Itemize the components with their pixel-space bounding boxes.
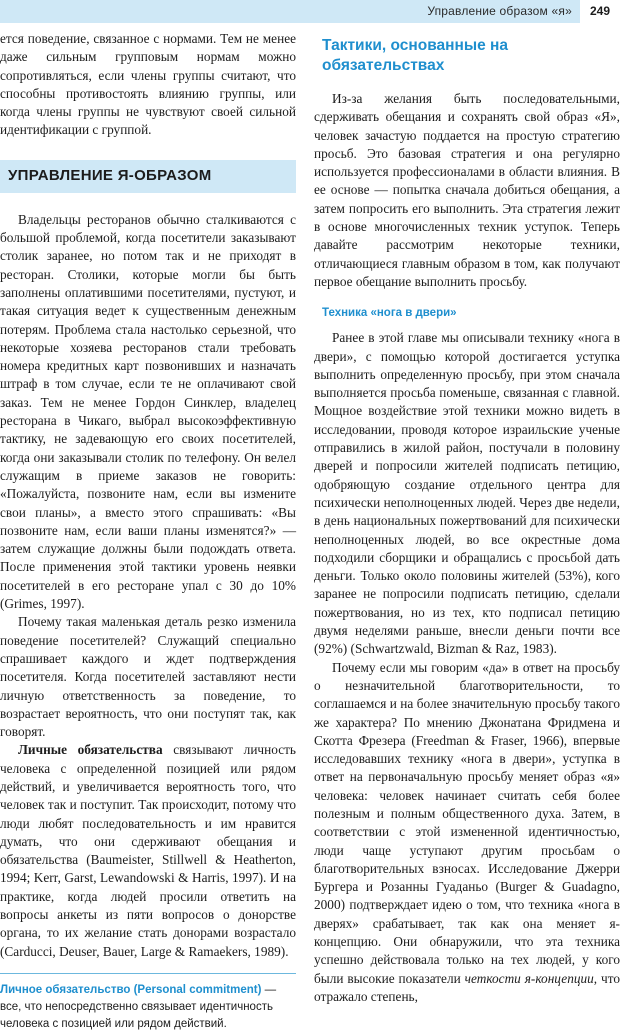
glossary-term: Личное обязательство (Personal commitment)	[0, 983, 262, 996]
left-column	[0, 30, 296, 1033]
paragraph-why-yes-text: Почему если мы говорим «да» в ответ на просьбу о незначительной благотворительности, то соглашаемся и на более значительную просьбу такого же характера? По мнению Джонатана Фридмена и Скотта Фрезера (Freedman & Fraser, 1966), впервые исследовавших технику «нога в двери», уступка в ответ на первоначальную просьбу меняет образ «я» человека: человек начинает считать себя более полезным и полным общественного духа. Затем, в соответствии с этой измененной идентичностью, люди чаще уступают другим просьбам о благотворительных взносах. Исследование Джерри Бургера и Розанны Гуаданьо (Burger & Guadagno, 2000) подтверждает идею о том, что техника «нога в дверях» срабатывает, так как она меняет я-концепцию. Они обнаружили, что эта техника успешно действовала только на тех людей, у кого были высокие показатели	[314, 659, 620, 986]
technique-heading: Техника «нога в двери»	[322, 307, 457, 320]
paragraph-why-yes-end: , что отражало степень,	[314, 970, 620, 1004]
glossary-note	[0, 982, 296, 1033]
paragraph-continued: ется поведение, связанное с нормами. Тем не менее даже сильным групповым нормам можно сопротивляться, если члены группы считают, что способны противостоять влиянию группы, или когда члены группы не чувствуют своей сильной идентификации с группой.	[0, 31, 296, 138]
section-title: УПРАВЛЕНИЕ Я-ОБРАЗОМ	[8, 166, 212, 184]
paragraph-why-yes	[314, 659, 620, 1007]
paragraph-personal-commitments-text: связывают личность человека с определенной позицией или рядом действий, и увеличивается вероятность того, что человек так и поступит. Так происходит, потому что люди любят последовательность и им нравится думать, что они сдерживают обещания и обязательства (Baumeister, Stillwell & Heatherton, 1994; Kerr, Garst, Lewandowski & Harris, 1997). И на практике, когда людей просили ответить на вопросы анкеты из пяти вопросов о донорстве органа, то их желание стать донорами возрастало (Carducci, Deuser, Bauer, Large & Ramaekers, 1989).	[0, 742, 296, 959]
paragraph-foot-in-door: Ранее в этой главе мы описывали технику «нога в двери», с помощью которой достигается уступка выполнить определенную просьбу, при этом сначала выполняется просьба поменьше, связанная с главной. Мощное воздействие этой техники можно видеть в исследовании, проводя которое израильские ученые отправились в жилой район, постучали в половину дверей и попросили жителей подписать петицию, одобряющую создание отдельного центра для психически неполноценных людей. Через две недели, в день национальных пожертвований для психически неполноценных людей, во все окрестные дома подходили сборщики и обращались с просьбой дать деньги. Только около половины жителей (53%), кого заранее не попросили подписать петицию, сделали пожертвования, но из тех, кто подписал петицию двумя неделями раньше, внесли деньги почти все (92%) (Schwartzwald, Bizman & Raz, 1983).	[314, 330, 620, 657]
glossary-definition: — все, что непосредственно связывает идентичность человека с позицией или рядом действий.	[0, 983, 277, 1030]
paragraph-personal-commitments	[0, 741, 296, 961]
running-title: Управление образом «я»	[427, 4, 572, 18]
italic-term-clarity: четкости я-концепции	[464, 970, 594, 986]
paragraph-restaurants: Владельцы ресторанов обычно сталкиваются с большой проблемой, когда посетители заказывают столик заранее, но потом так и не приходят в ресторан. Столики, которые могли бы быть заполнены оплатившими посетителями, пустуют, и такая ситуация ведет к существенным денежным потерям. Проблема стала настолько серьезной, что некоторые хозяева ресторанов стали требовать номера кредитных карт позвонивших и назначать штраф в том случае, если те не оплачивают свой заказ. Тем не менее Гордон Синклер, владелец ресторана в Чикаго, выбрал высокоэффективную тактику, не задевающую его своих посетителей, когда они заказывали столик по телефону. Он велел служащим в приеме заказов не говорить: «Пожалуйста, позвоните нам, если вы измените свои планы», а вместо этого спрашивать: «Вы позвоните нам, если ваши планы изменятся?» — затем служащие должны были подождать ответа. После применения этой тактики уровень неявки посетителей в его ресторане упал с 30 до 10% (Grimes, 1997).	[0, 211, 296, 612]
paragraph-why-detail: Почему такая маленькая деталь резко изменила поведение посетителей? Служащий специально спрашивает каждого и ждет подтверждения посетителя. Когда посетителей заставляют нести личную ответственность за поведение, то возрастает вероятность, что они поступят так, как говорят.	[0, 614, 296, 740]
running-header	[0, 0, 620, 24]
section-heading-band	[0, 160, 296, 193]
glossary-divider	[0, 973, 296, 974]
term-personal-commitments: Личные обязательства	[18, 742, 163, 758]
right-column	[314, 30, 620, 1006]
paragraph-commitment-tactics: Из-за желания быть последовательными, сдерживать обещания и сохранять свой образ «Я», человек зачастую поддается на простую стратегию просьб. Это базовая стратегия и она регулярно используется профессионалами в области влияния. В ее основе — попытка сначала добиться обещания, а затем попросить его выполнить. Эта стратегия лежит в основе многочисленных техник уступок. Теперь давайте рассмотрим некоторые техники, отличающиеся главным образом в том, как получают первое обещание выполнить просьбу.	[314, 91, 620, 289]
page-number: 249	[579, 0, 620, 23]
subsection-heading: Тактики, основанные на обязательствах	[322, 37, 509, 74]
